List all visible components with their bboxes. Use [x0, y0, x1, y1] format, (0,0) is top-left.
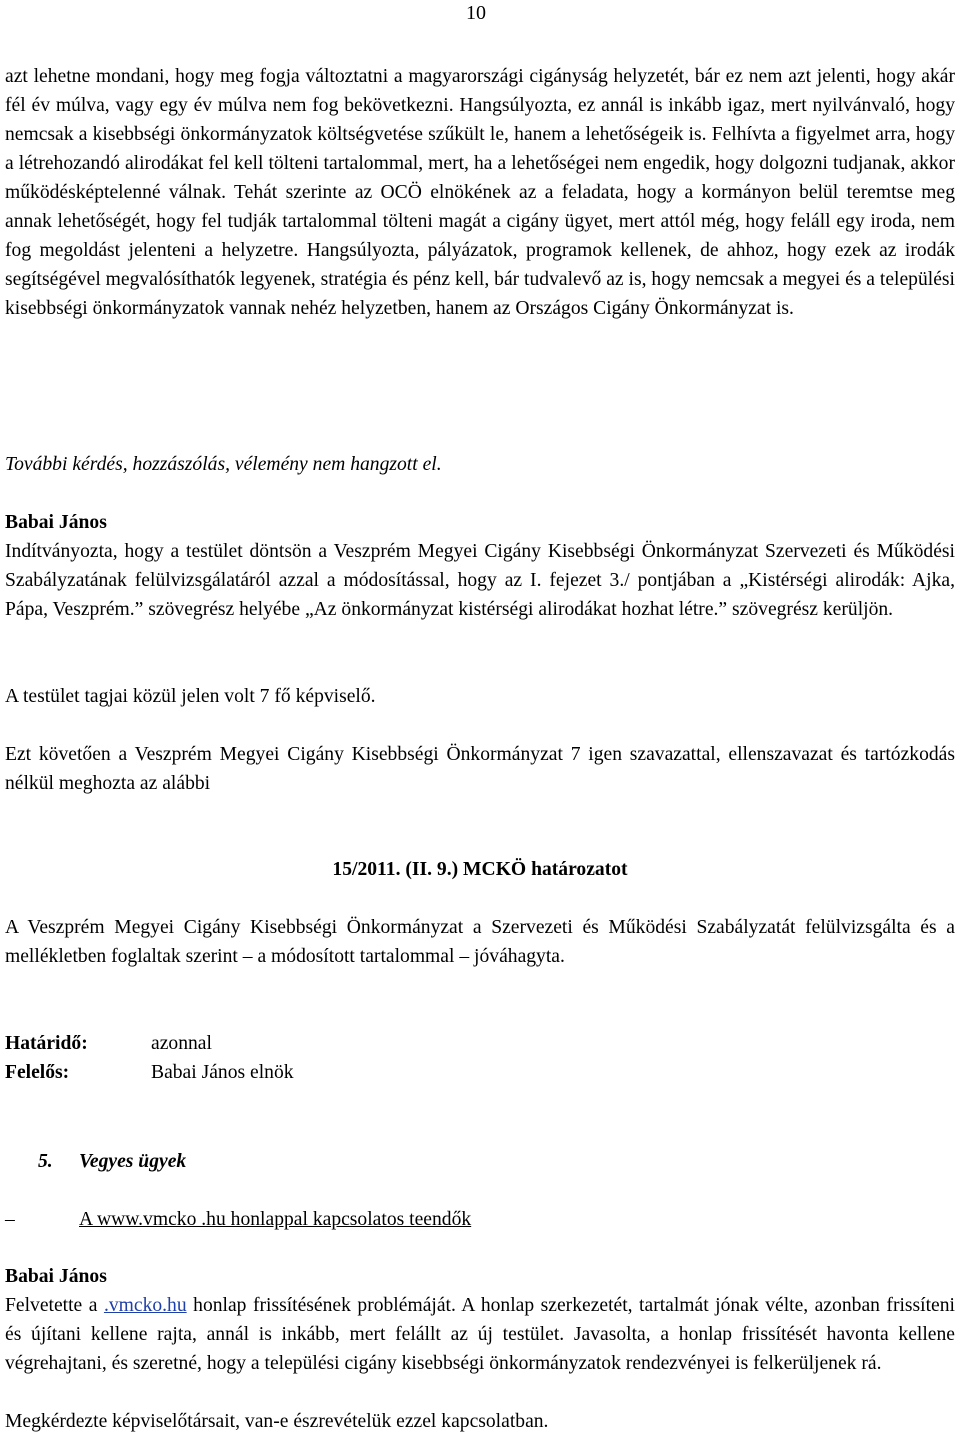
deadline-value: azonnal [151, 1033, 212, 1054]
resolution-title: 15/2011. (II. 9.) MCKÖ határozatot [332, 859, 628, 880]
attendance-paragraph: A testület tagjai közül jelen volt 7 fő képviselő. [5, 686, 376, 707]
deadline-row [5, 1030, 212, 1058]
section-title: Vegyes ügyek [79, 1151, 187, 1172]
topic-item [5, 1206, 471, 1234]
section-heading [38, 1148, 186, 1176]
final-question: Megkérdezte képviselőtársait, van-e észrevételük ezzel kapcsolatban. [5, 1411, 549, 1432]
page-number: 10 [466, 2, 486, 24]
no-more-comments-note: További kérdés, hozzászólás, vélemény nem hangzott el. [5, 454, 442, 475]
final-paragraph [5, 1291, 955, 1378]
vote-paragraph: Ezt követően a Veszprém Megyei Cigány Kisebbségi Önkormányzat 7 igen szavazattal, ellenszavazat és tartózkodás nélkül meghozta az alábbi [5, 744, 955, 794]
discussion-paragraph: azt lehetne mondani, hogy meg fogja változtatni a magyarországi cigányság helyzetét, bár ez nem azt jelenti, hogy akár fél év múlva, vagy egy év múlva nem fog bekövetkezni. Hangsúlyozta, ez annál is inkább igaz, mert nyilvánvaló, hogy nemcsak a kisebbségi önkormányzatok költségvetése szűkült le, hanem a lehetőségeik is. Felhívta a figyelmet arra, hogy a létrehozandó alirodákat fel kell tölteni tartalommal, mert, ha a lehetőségei nem engedik, hogy dolgozni tudjanak, akkor működésképtelenné válnak. Tehát szerinte az OCÖ elnökének az a feladata, hogy a kormányon belül teremtse meg annak lehetőségét, hogy fel tudják tartalommal tölteni magát a cigány ügyet, mert attól még, hogy feláll egy iroda, nem fog megoldást jelenteni a helyzetre. Hangsúlyozta, pályázatok, programok kellenek, de ahhoz, hogy ezek az irodák segítségével megvalósíthatók legyenek, stratégia és pénz kell, bár tudvalevő az is, hogy nemcsak a megyei és a települési kisebbségi önkormányzatok vannak nehéz helyzetben, hanem az Országos Cigány Önkormányzat is. [5, 66, 955, 319]
topic-text: A www.vmcko .hu honlappal kapcsolatos teendők [79, 1209, 472, 1230]
resolution-text: A Veszprém Megyei Cigány Kisebbségi Önkormányzat a Szervezeti és Működési Szabályzatát felülvizsgálta és a mellékletben foglaltak szerint – a módosított tartalommal – jóváhagyta. [5, 917, 955, 967]
deadline-label: Határidő: [5, 1033, 88, 1054]
responsible-value: Babai János elnök [151, 1062, 294, 1083]
topic-dash: – [5, 1209, 15, 1230]
section-number: 5. [38, 1151, 53, 1172]
final-rest: honlap frissítésének problémáját. A honlap szerkezetét, tartalmát jónak vélte, azonban frissíteni és újítani kellene rajta, annál is inkább, mert felállt az új testület. Javasolta, a honlap frissítését havonta kellene végrehajtani, és szeretné, hogy a települési cigány kisebbségi önkormányzatok rendezvényei is felkerüljenek rá. [5, 1295, 955, 1374]
responsible-row [5, 1059, 294, 1087]
motion-paragraph: Indítványozta, hogy a testület döntsön a Veszprém Megyei Cigány Kisebbségi Önkormányzat Szervezeti és Működési Szabályzatának felülvizsgálatáról azzal a módosítással, hogy az I. fejezet 3./ pontjában a „Kistérségi alirodák: Ajka, Pápa, Veszprém.” szövegrész helyébe „Az önkormányzat kistérségi alirodákat hozhat létre.” szövegrész kerüljön. [5, 541, 955, 620]
speaker-name-2: Babai János [5, 1266, 107, 1287]
speaker-name: Babai János [5, 512, 107, 533]
final-prefix: Felvetette a [5, 1295, 104, 1316]
website-link[interactable]: .vmcko.hu [103, 1295, 187, 1316]
responsible-label: Felelős: [5, 1062, 70, 1083]
